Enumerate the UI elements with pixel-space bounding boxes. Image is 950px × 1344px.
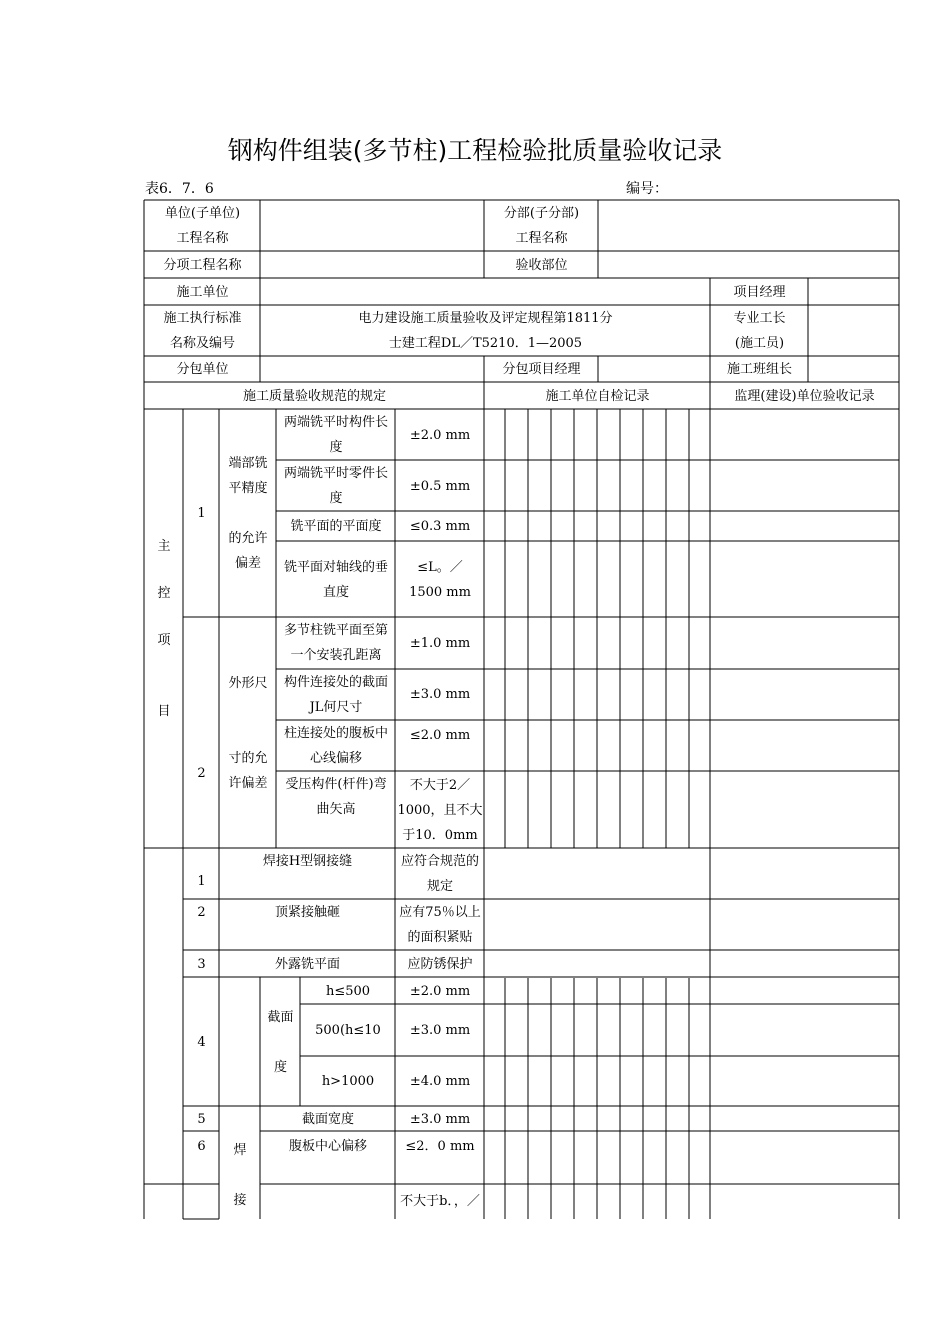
item-label: 柱连接处的腹板中 心线偏移 [283,726,388,766]
item-label: 受压构件(杆件)弯 曲矢高 [285,777,387,817]
item-label: 两端铣平时零件长 度 [283,466,388,506]
general-row-label: 顶紧接触砸 [274,905,340,920]
general-row-label: 外露铣平面 [274,956,340,972]
general-row-label: 焊接H型钢接缝 [262,854,353,869]
spec-header: 施工质量验收规范的规定 [242,388,386,404]
group1-number: 1 [197,506,206,521]
acceptance-part-label: 验收部位 [515,257,568,273]
item-value: ≤2.0 mm [409,727,471,743]
item-value: ≤L。／ 1500 mm [409,559,471,600]
row5-label: 截面宽度 [301,1111,354,1127]
main-control-label: 主 控 项 目 [157,539,171,719]
project-manager-label: 项目经理 [733,284,786,300]
construction-unit-label: 施工单位 [176,284,229,300]
item-label: 铣平面对轴线的垂 直度 [283,559,388,600]
item-value: ±0.5 mm [409,478,471,494]
self-check-header: 施工单位自检记录 [545,388,650,404]
item-value: ±2.0 mm [409,427,471,443]
row4-number: 4 [197,1034,206,1050]
row6-label: 腹板中心偏移 [288,1139,367,1154]
row6-value: ≤2．0 mm [405,1139,475,1154]
table-number: 表6．7．6 [145,181,214,197]
serial-number-label: 编号： [626,181,668,197]
team-leader-label: 施工班组长 [726,362,792,377]
item-label: 铣平面的平面度 [290,519,382,534]
item-label: h>1000 [321,1074,375,1089]
item-label: 多节柱铣平面至第 一个安装孔距离 [283,623,388,663]
sub-manager-label: 分包项目经理 [502,362,581,377]
row7-value: 不大于b．，／ [400,1194,480,1209]
item-value: 不大于2／ 1000，且不大 于10．0mm [397,777,483,843]
item-project-label: 分项工程名称 [163,257,242,273]
page-title: 钢构件组装(多节柱)工程检验批质量验收记录 [227,136,723,165]
general-row-value: 应防锈保护 [407,956,473,972]
general-row-number: 1 [197,873,206,889]
row5-value: ±3.0 mm [409,1111,471,1127]
item-value: ±4.0 mm [409,1074,471,1089]
item-value: ≤0.3 mm [409,519,471,534]
row5-number: 5 [197,1111,206,1127]
item-label: 两端铣平时构件长 度 [283,415,388,455]
general-row-number: 2 [197,905,206,920]
item-value: ±3.0 mm [409,687,471,702]
row6-number: 6 [197,1139,206,1154]
item-label: 构件连接处的截面 JL何尺寸 [283,674,388,715]
foreman-label: 专业工长 (施工员) [733,311,786,351]
sub-project-label: 分部(子分部) 工程名称 [503,206,580,246]
item-label: 500(h≤10 [315,1023,381,1038]
group2-category: 外形尺 寸的允 许偏差 [228,675,268,791]
standard-value: 电力建设施工质量验收及评定规程第1811分 士建工程DL／T5210．1—2005 [358,311,613,351]
weld-label: 焊 接 [233,1142,247,1208]
group2-number: 2 [197,765,206,781]
group1-category: 端部铣 平精度 的允许 偏差 [228,456,268,571]
item-value: ±1.0 mm [409,635,471,651]
supervision-header: 监理(建设)单位验收记录 [734,388,875,404]
general-row-value: 应符合规范的 规定 [400,854,479,894]
section-height-label: 截面 度 [267,1009,294,1075]
general-row-value: 应有75％以上 的面积紧贴 [399,905,481,945]
subcontractor-label: 分包单位 [176,362,229,377]
standard-label: 施工执行标准 名称及编号 [163,311,242,351]
item-label: h≤500 [325,983,371,999]
general-row-number: 3 [197,956,206,972]
item-value: ±3.0 mm [409,1023,471,1038]
unit-project-label: 单位(子单位) 工程名称 [164,206,241,246]
item-value: ±2.0 mm [409,983,471,999]
